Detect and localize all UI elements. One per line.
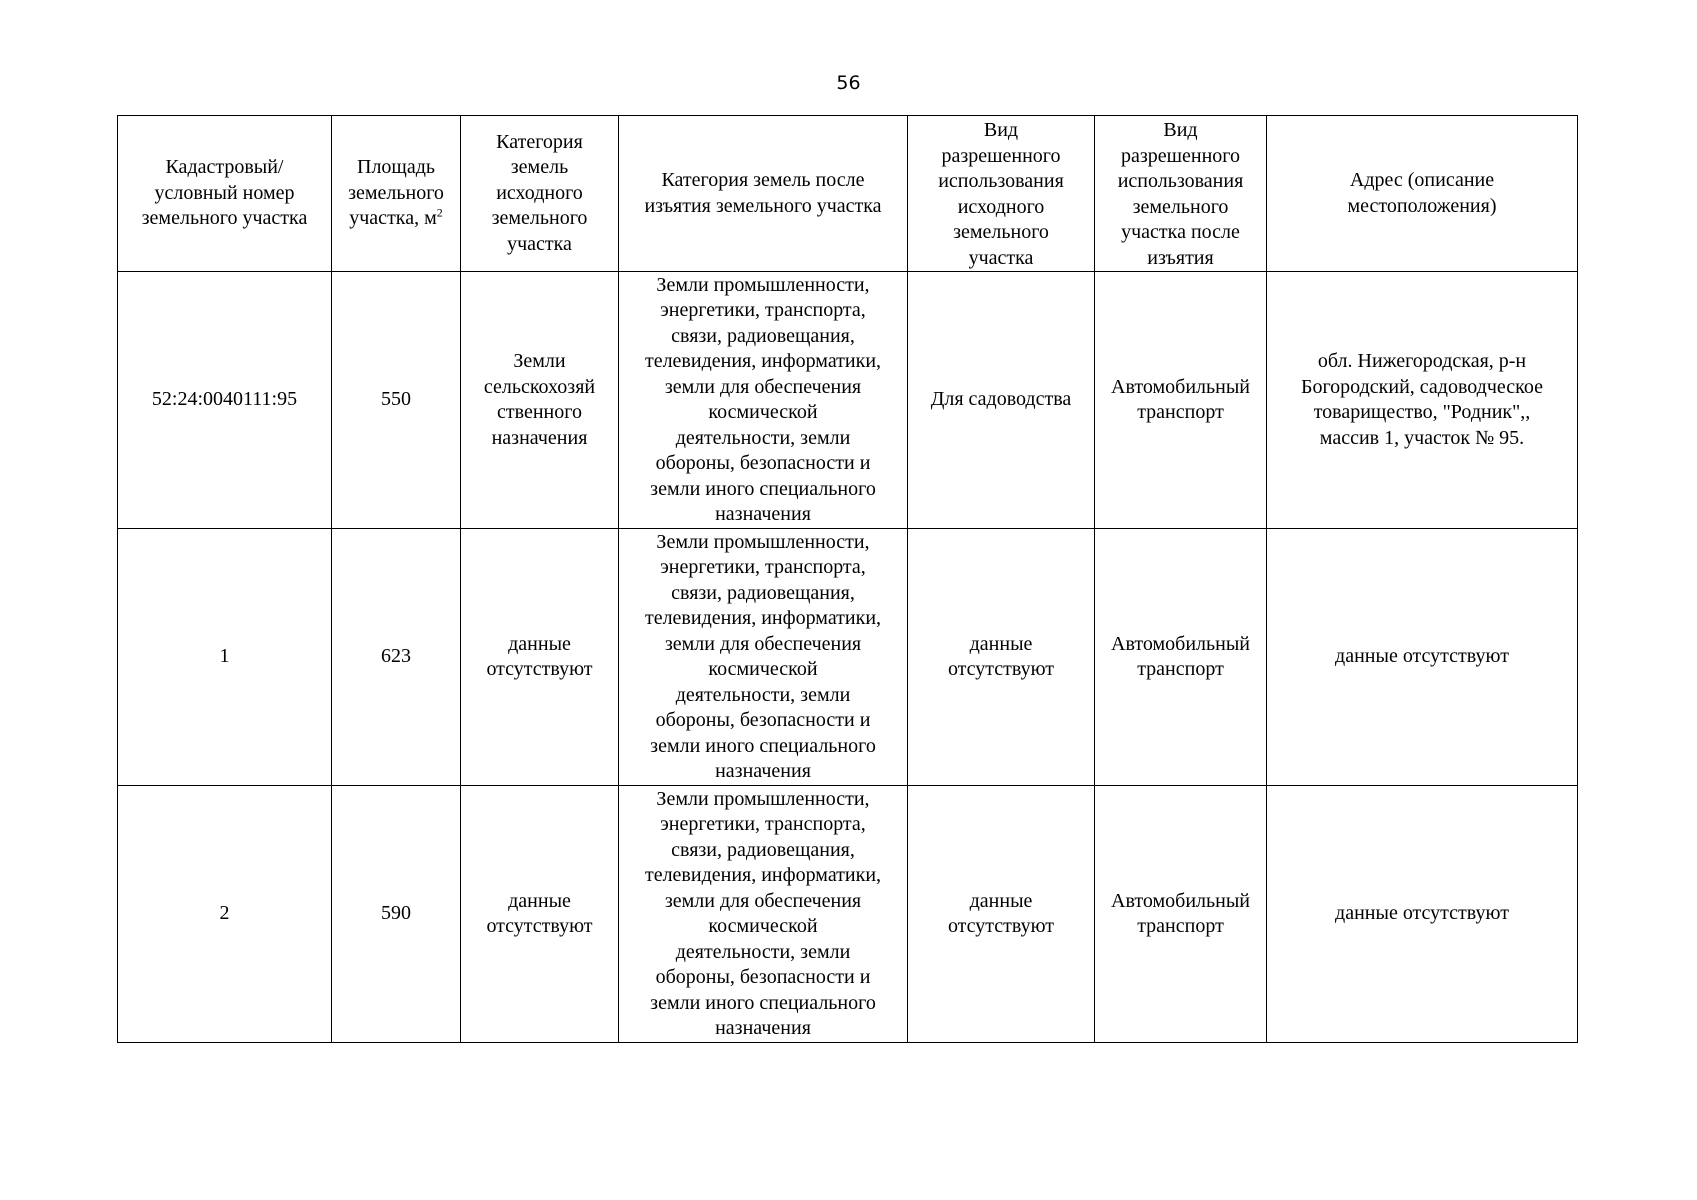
- header-area-label: Площадь земельного участка, м: [348, 156, 444, 230]
- table-header-row: [118, 116, 1578, 272]
- cell-area: 590: [332, 786, 461, 1043]
- cell-category-after: Земли промышленности, энергетики, транспорта, связи, радиовещания, телевидения, информатики, земли для обеспечения космической деятельности, земли обороны, безопасности и земли иного специального назначения: [619, 786, 908, 1043]
- cell-address: обл. Нижегородская, р-н Богородский, садоводческое товарищество, "Родник",, массив 1, участок № 95.: [1267, 272, 1578, 529]
- header-address: Адрес (описание местоположения): [1267, 116, 1578, 272]
- header-category-after: Категория земель после изъятия земельного участка: [619, 116, 908, 272]
- cell-address: данные отсутствуют: [1267, 786, 1578, 1043]
- header-use-before: Вид разрешенного использования исходного земельного участка: [908, 116, 1095, 272]
- cell-cadastral: 52:24:0040111:95: [118, 272, 332, 529]
- cell-category-before: Земли сельскохозяй ственного назначения: [461, 272, 619, 529]
- table-row: [118, 272, 1578, 529]
- header-use-after: Вид разрешенного использования земельного участка после изъятия: [1095, 116, 1267, 272]
- cell-address: данные отсутствуют: [1267, 529, 1578, 786]
- header-cadastral: Кадастровый/ условный номер земельного участка: [118, 116, 332, 272]
- header-area: [332, 116, 461, 272]
- cell-use-before: данные отсутствуют: [908, 786, 1095, 1043]
- cell-use-after: Автомобильный транспорт: [1095, 272, 1267, 529]
- cell-category-before: данные отсутствуют: [461, 786, 619, 1043]
- cell-category-before: данные отсутствуют: [461, 529, 619, 786]
- land-plot-table: [117, 115, 1578, 1043]
- cell-use-after: Автомобильный транспорт: [1095, 786, 1267, 1043]
- cell-category-after: Земли промышленности, энергетики, транспорта, связи, радиовещания, телевидения, информатики, земли для обеспечения космической деятельности, земли обороны, безопасности и земли иного специального назначения: [619, 272, 908, 529]
- table-row: [118, 786, 1578, 1043]
- cell-cadastral: 2: [118, 786, 332, 1043]
- table-row: [118, 529, 1578, 786]
- header-area-superscript: 2: [436, 205, 443, 220]
- cell-use-before: данные отсутствуют: [908, 529, 1095, 786]
- cell-cadastral: 1: [118, 529, 332, 786]
- header-category-before: Категория земель исходного земельного участка: [461, 116, 619, 272]
- cell-use-before: Для садоводства: [908, 272, 1095, 529]
- cell-category-after: Земли промышленности, энергетики, транспорта, связи, радиовещания, телевидения, информатики, земли для обеспечения космической деятельности, земли обороны, безопасности и земли иного специального назначения: [619, 529, 908, 786]
- page-number: 56: [836, 72, 861, 94]
- cell-area: 550: [332, 272, 461, 529]
- cell-area: 623: [332, 529, 461, 786]
- cell-use-after: Автомобильный транспорт: [1095, 529, 1267, 786]
